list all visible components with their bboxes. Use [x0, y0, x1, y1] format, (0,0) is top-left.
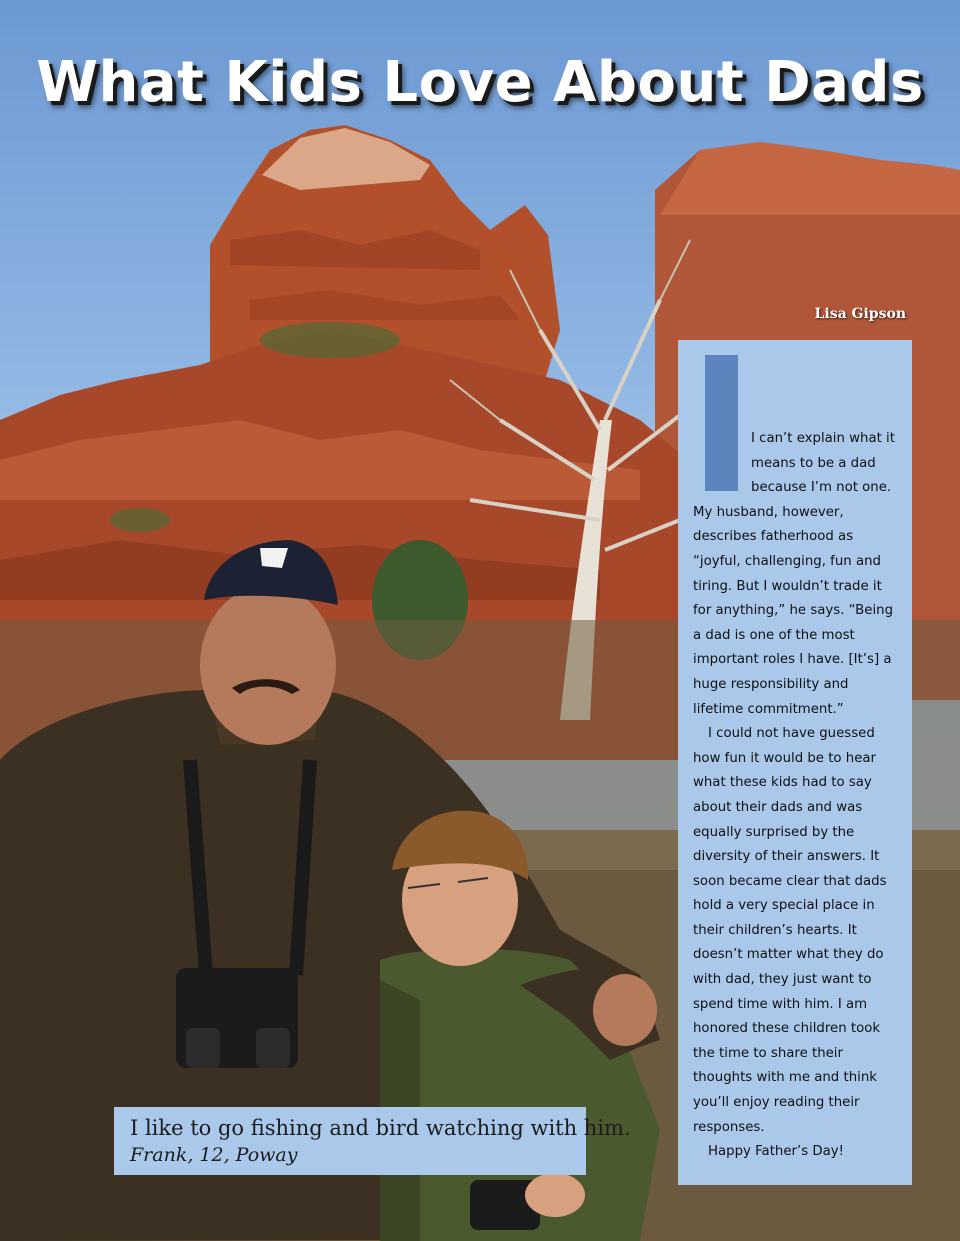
pull-quote	[114, 1107, 631, 1175]
article-sidebar	[678, 340, 912, 1185]
page-title: What Kids Love About Dads	[36, 50, 924, 115]
quote-text: I like to go fishing and bird watching with him.	[130, 1116, 631, 1140]
quote-attribution: Frank, 12, Poway	[130, 1144, 298, 1166]
dropcap-block	[705, 355, 738, 491]
man-face	[200, 585, 336, 745]
article-paragraph-1: I can’t explain what it means to be a dad because I’m not one. My husband, however, describes fatherhood as “joyful, challenging, fun and tiring. But I wouldn’t trade it for anything,” he says. “Being a dad is one of the most important roles I have. [It’s] a huge responsibility and lifetime commitment.”	[693, 431, 895, 717]
article-paragraph-2: I could not have guessed how fun it would be to hear what these kids had to say about their dads and was equally surprised by the diversity of their answers. It soon became clear that dads hold a very special place in their children’s hearts. It doesn’t matter what they do with dad, they just want to spend time with him. I am honored these children took the time to share their thoughts with me and think you’ll enjoy reading their responses.	[693, 726, 887, 1135]
article-signoff: Happy Father’s Day!	[708, 1144, 844, 1160]
photo-credit: Lisa Gipson	[814, 306, 906, 322]
